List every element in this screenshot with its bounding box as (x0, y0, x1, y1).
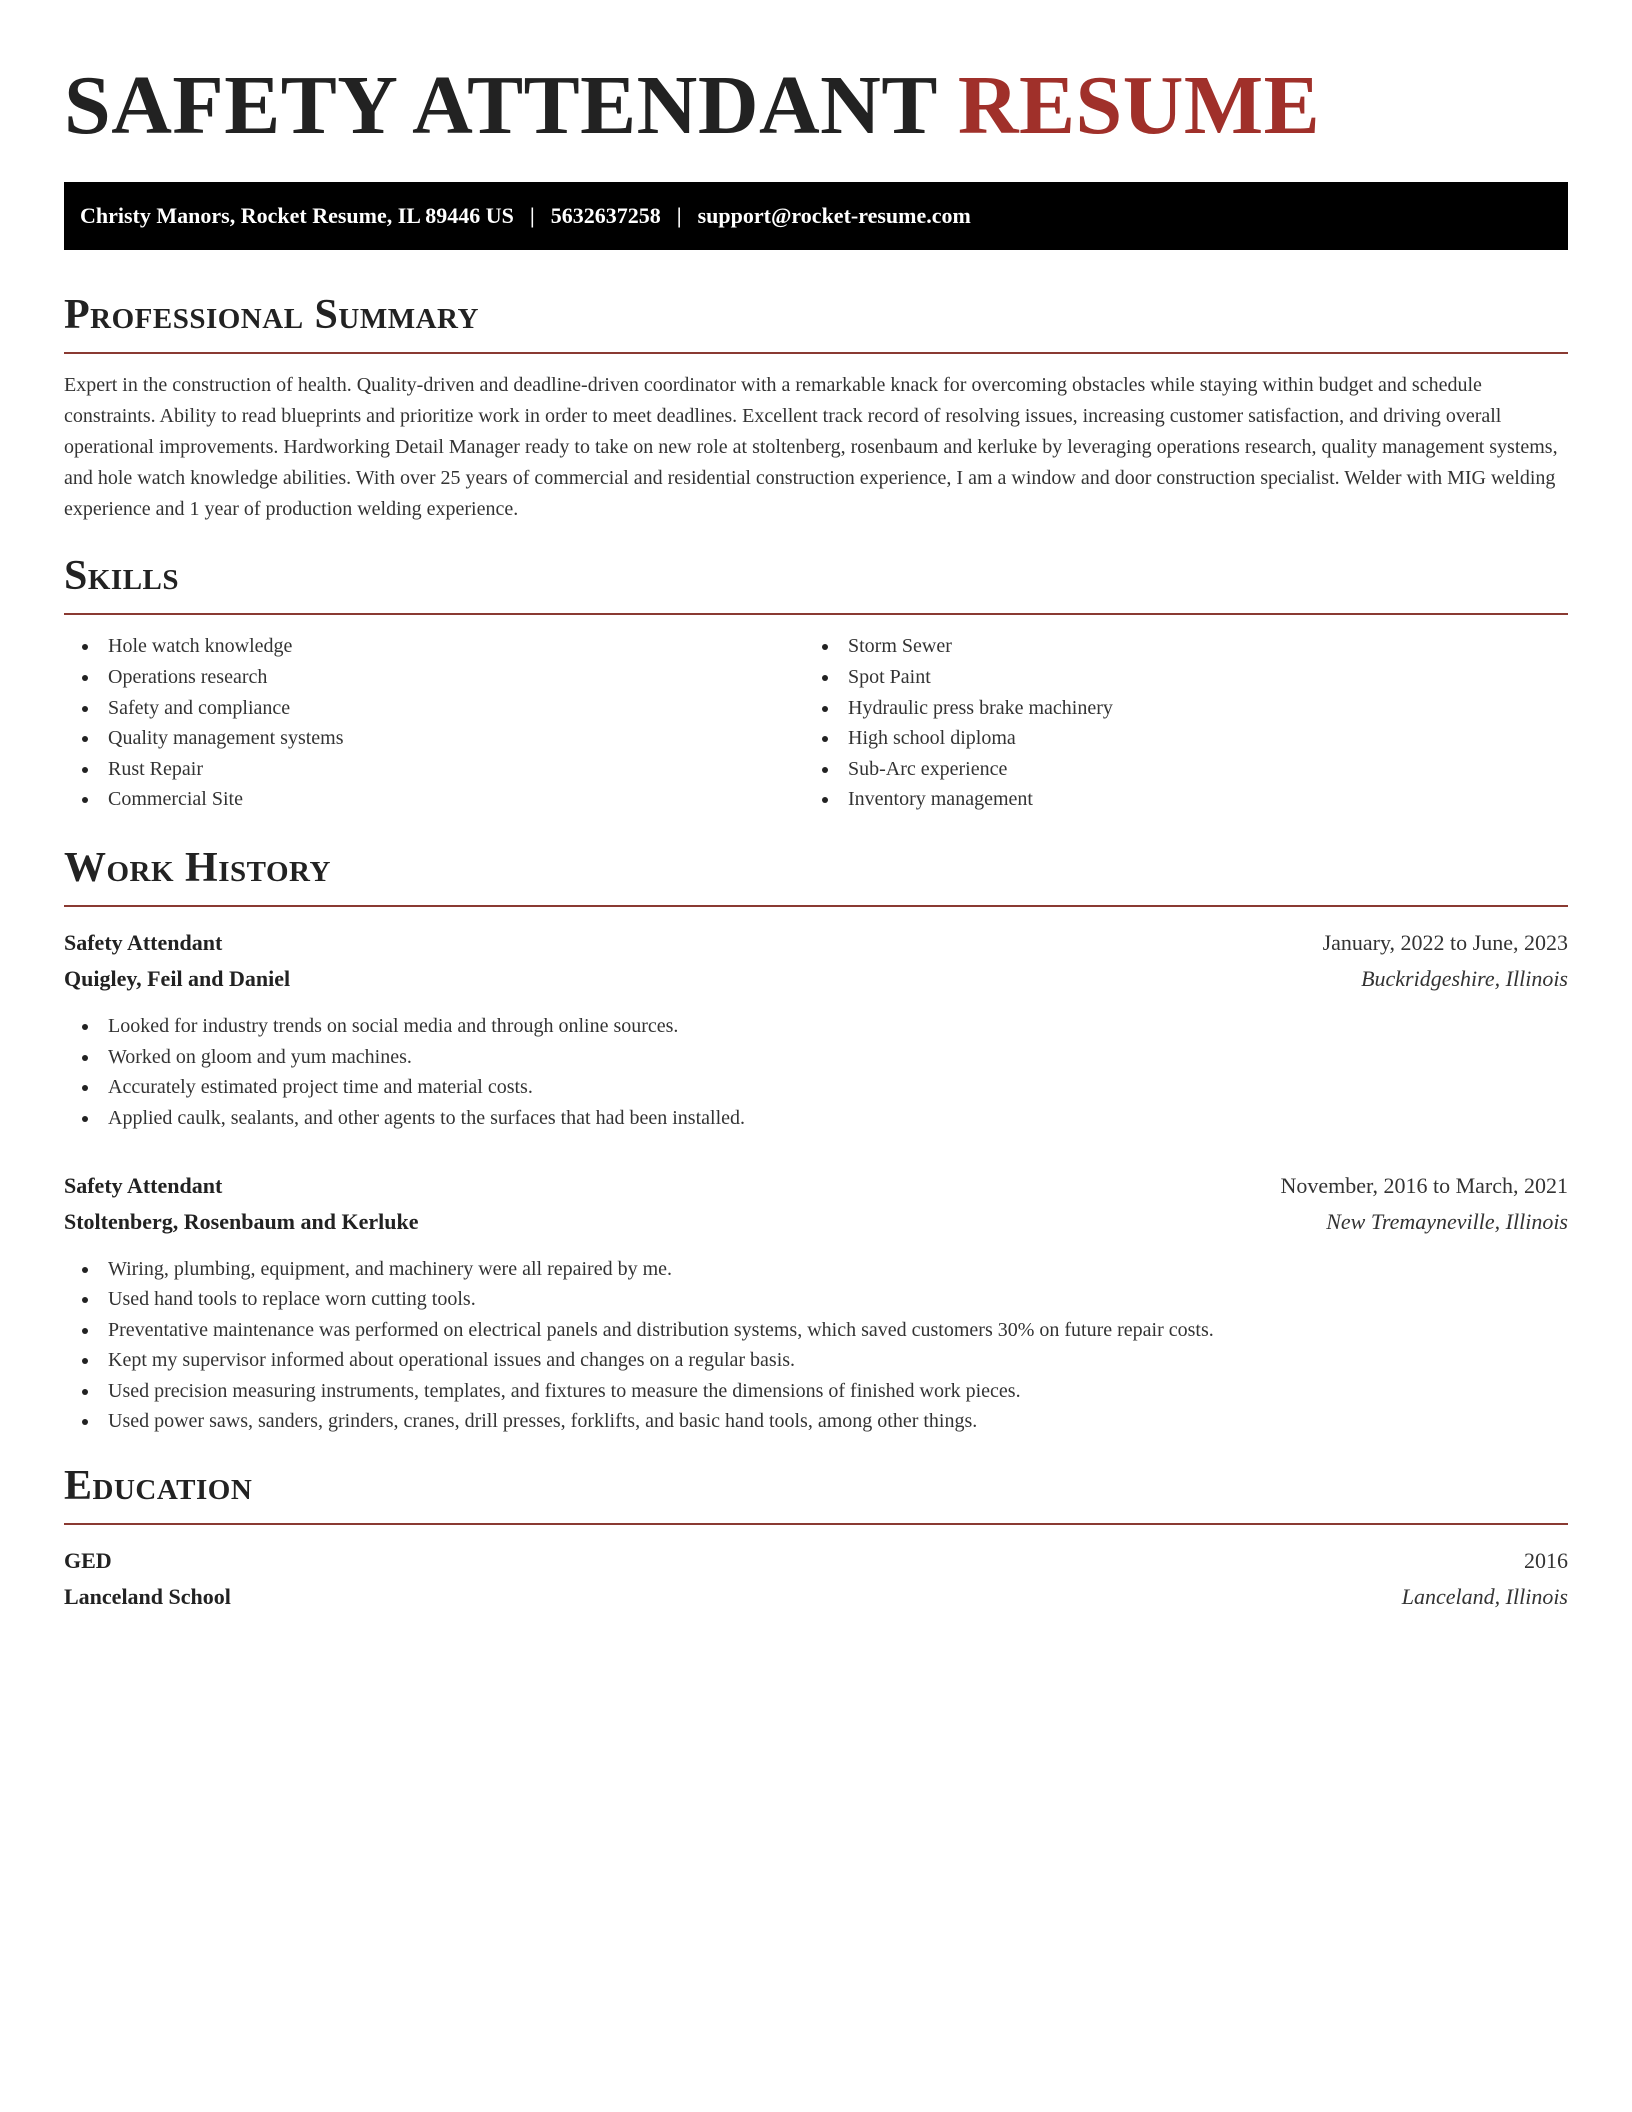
job-duty: Accurately estimated project time and material costs. (64, 1072, 1568, 1103)
skills-column-left (64, 631, 804, 815)
title-accent: RESUME (957, 59, 1321, 152)
education-school: Lanceland School (64, 1584, 231, 1610)
job-entry (64, 925, 1568, 1133)
job-duties (64, 1254, 1568, 1438)
job-duty: Looked for industry trends on social media and through online sources. (64, 1011, 1568, 1042)
skills-column-right (804, 631, 1544, 815)
skill-item: Hydraulic press brake machinery (804, 693, 1544, 724)
job-duty: Used hand tools to replace worn cutting tools. (64, 1284, 1568, 1315)
summary-heading: Professional Summary (64, 292, 479, 338)
education-entry (64, 1543, 1568, 1615)
education-degree: GED (64, 1548, 112, 1574)
job-company: Quigley, Feil and Daniel (64, 966, 291, 992)
education-location: Lanceland, Illinois (1401, 1584, 1568, 1610)
job-duty: Preventative maintenance was performed on electrical panels and distribution systems, which saved customers 30% on future repair costs. (64, 1315, 1568, 1346)
skill-item: Quality management systems (64, 723, 804, 754)
skill-item: Spot Paint (804, 662, 1544, 693)
contact-phone: 5632637258 (550, 203, 661, 228)
job-duty: Wiring, plumbing, equipment, and machinery were all repaired by me. (64, 1254, 1568, 1285)
job-dates: November, 2016 to March, 2021 (1280, 1172, 1568, 1198)
skill-item: Storm Sewer (804, 631, 1544, 662)
contact-address: Christy Manors, Rocket Resume, IL 89446 US (80, 203, 514, 228)
skill-item: Rust Repair (64, 754, 804, 785)
education-year: 2016 (1524, 1548, 1568, 1574)
skill-item: High school diploma (804, 723, 1544, 754)
job-title: Safety Attendant (64, 930, 223, 956)
education-heading: Education (64, 1463, 253, 1510)
skill-item: Commercial Site (64, 784, 804, 815)
skill-item: Hole watch knowledge (64, 631, 804, 662)
job-duties (64, 1011, 1568, 1133)
section-divider (64, 352, 1568, 354)
section-divider (64, 613, 1568, 615)
work-history-heading: Work History (64, 844, 331, 891)
contact-bar (64, 182, 1568, 250)
skills-heading: Skills (64, 553, 180, 600)
job-duty: Used power saws, sanders, grinders, cranes, drill presses, forklifts, and basic hand tools, among other things. (64, 1406, 1568, 1437)
job-company-row (64, 1204, 1568, 1240)
job-duty: Applied caulk, sealants, and other agents to the surfaces that had been installed. (64, 1103, 1568, 1134)
job-company-row (64, 961, 1568, 997)
education-school-row (64, 1579, 1568, 1615)
summary-text: Expert in the construction of health. Quality-driven and deadline-driven coordinator with a remarkable knack for overcoming obstacles while staying within budget and schedule constraints. Ability to read blueprints and prioritize work in order to meet deadlines. Excellent track record of resolving issues, increasing customer satisfaction, and driving overall operational improvements. Hardworking Detail Manager ready to take on new role at stoltenberg, rosenbaum and kerluke by leveraging operations research, quality management systems, and hole watch knowledge abilities. With over 25 years of commercial and residential construction experience, I am a window and door construction specialist. Welder with MIG welding experience and 1 year of production welding experience. (64, 374, 1558, 521)
title-main: SAFETY ATTENDANT (64, 59, 937, 152)
skill-item: Operations research (64, 662, 804, 693)
education-degree-row (64, 1543, 1568, 1579)
resume-title (64, 59, 1568, 152)
job-location: New Tremayneville, Illinois (1326, 1208, 1568, 1234)
skill-item: Inventory management (804, 784, 1544, 815)
contact-separator: | (676, 203, 682, 228)
skill-item: Sub-Arc experience (804, 754, 1544, 785)
job-duty: Worked on gloom and yum machines. (64, 1042, 1568, 1073)
contact-separator: | (529, 203, 535, 228)
job-location: Buckridgeshire, Illinois (1361, 966, 1568, 992)
contact-email: support@rocket-resume.com (697, 203, 971, 228)
job-company: Stoltenberg, Rosenbaum and Kerluke (64, 1208, 419, 1234)
section-divider (64, 1523, 1568, 1525)
job-entry (64, 1168, 1568, 1438)
skill-item: Safety and compliance (64, 693, 804, 724)
job-duty: Used precision measuring instruments, templates, and fixtures to measure the dimensions of finished work pieces. (64, 1376, 1568, 1407)
skills-list (64, 631, 1568, 815)
section-divider (64, 905, 1568, 907)
job-header-row (64, 1168, 1568, 1204)
job-title: Safety Attendant (64, 1172, 223, 1198)
job-duty: Kept my supervisor informed about operational issues and changes on a regular basis. (64, 1345, 1568, 1376)
job-dates: January, 2022 to June, 2023 (1322, 930, 1568, 956)
job-header-row (64, 925, 1568, 961)
